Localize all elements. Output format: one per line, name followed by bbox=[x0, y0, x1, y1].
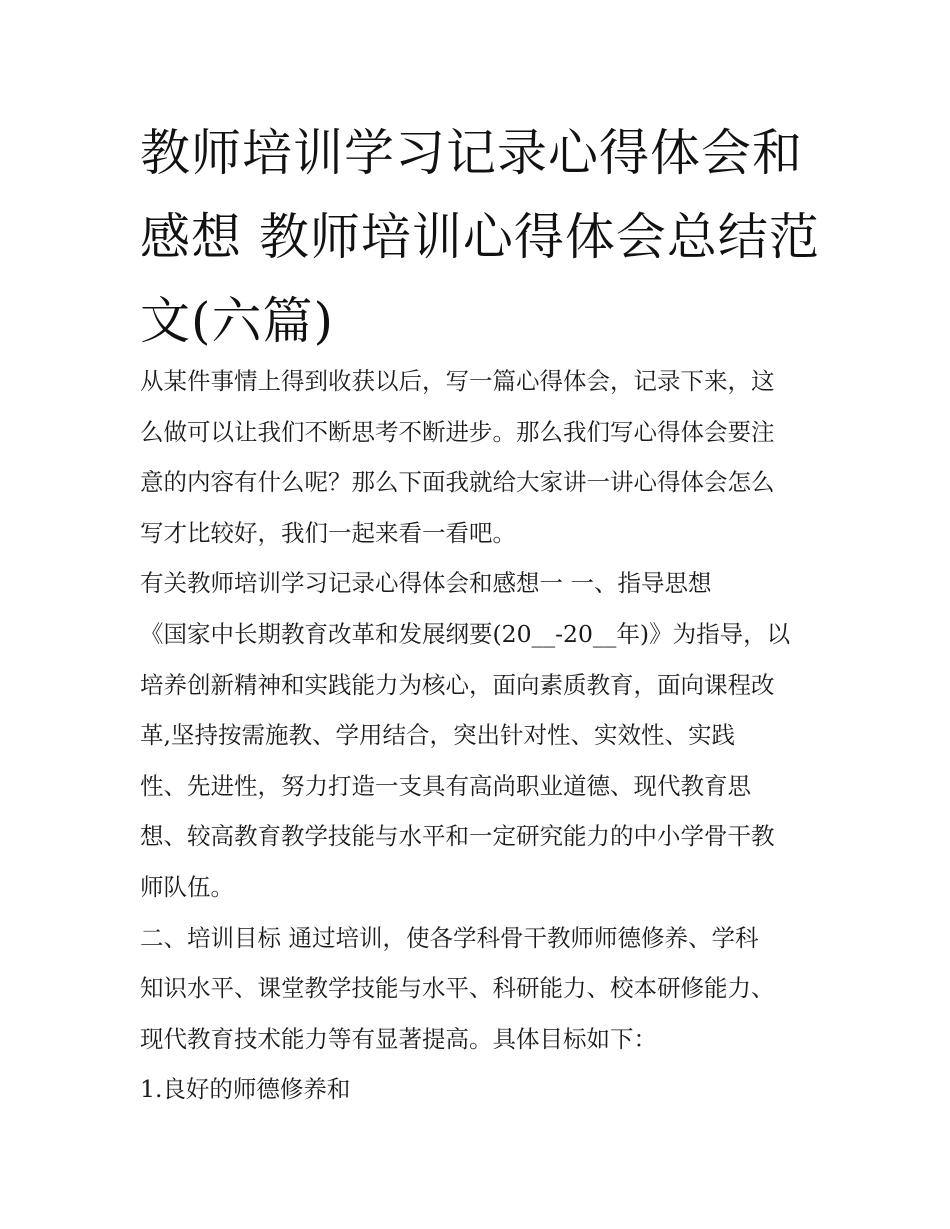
body-line: 性、先进性，努力打造一支具有高尚职业道德、现代教育思 bbox=[140, 771, 751, 800]
title-line: 文(六篇) bbox=[140, 292, 335, 350]
body-line: 师队伍。 bbox=[140, 872, 234, 901]
body-line: 知识水平、课堂教学技能与水平、科研能力、校本研修能力、 bbox=[140, 974, 775, 1003]
body-line: 现代教育技术能力等有显著提高。具体目标如下： bbox=[140, 1024, 657, 1053]
body-line: 写才比较好，我们一起来看一看吧。 bbox=[140, 518, 516, 547]
body-line: 《国家中长期教育改革和发展纲要(20__-20__年)》为指导，以 bbox=[140, 619, 791, 648]
body-line: 么做可以让我们不断思考不断进步。那么我们写心得体会要注 bbox=[140, 417, 775, 446]
body-line: 培养创新精神和实践能力为核心，面向素质教育，面向课程改 bbox=[140, 670, 775, 699]
title-line: 教师培训学习记录心得体会和 bbox=[140, 124, 803, 182]
body-line: 从某件事情上得到收获以后，写一篇心得体会，记录下来，这 bbox=[140, 367, 775, 395]
body-line: 有关教师培训学习记录心得体会和感想一 一、指导思想 bbox=[140, 569, 712, 598]
document-title bbox=[140, 111, 820, 363]
body-line: 想、较高教育教学技能与水平和一定研究能力的中小学骨干教 bbox=[140, 822, 775, 851]
body-line: 革,坚持按需施教、学用结合，突出针对性、实效性、实践 bbox=[140, 721, 735, 750]
body-line: 1.良好的师德修养和 bbox=[140, 1075, 351, 1104]
body-line: 二、培训目标 通过培训，使各学科骨干教师师德修养、学科 bbox=[140, 923, 759, 952]
document-body bbox=[140, 356, 830, 1115]
title-line: 感想 教师培训心得体会总结范 bbox=[140, 208, 820, 266]
body-line: 意的内容有什么呢？那么下面我就给大家讲一讲心得体会怎么 bbox=[140, 468, 775, 497]
